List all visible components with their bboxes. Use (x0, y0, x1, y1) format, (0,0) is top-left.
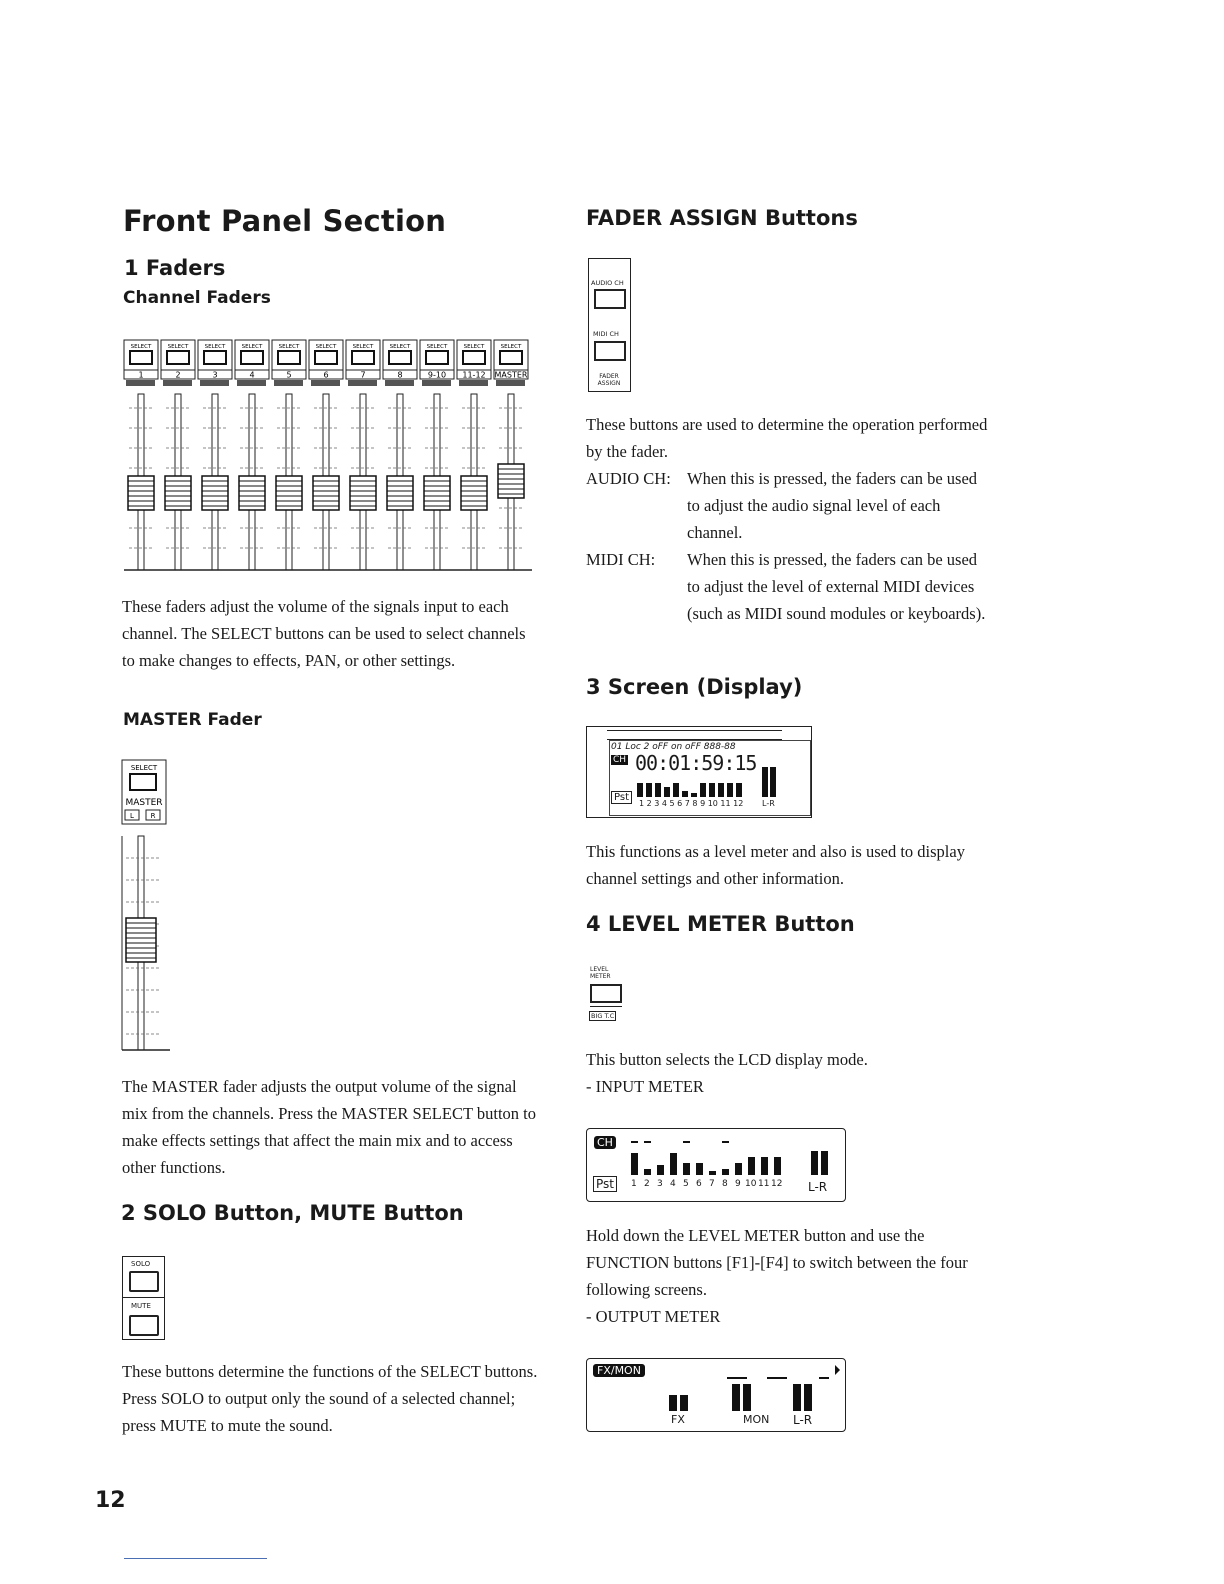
select-label: SELECT (352, 344, 374, 350)
input-meter-channel-number: 7 (709, 1179, 715, 1189)
channel-number-label: 8 (397, 370, 403, 380)
channel-faders-description: These faders adjust the volume of the signals input to each channel. The SELECT buttons can be used to select channels to make changes to effects, PAN, or other settings. (122, 597, 526, 670)
master-select-button[interactable] (130, 774, 156, 790)
screen-lr-bar (762, 767, 768, 797)
footer-rule (124, 1558, 267, 1559)
input-meter-lcd (586, 1128, 846, 1202)
screen-level-bar (664, 787, 670, 797)
section-3-heading: 3 Screen (Display) (586, 675, 803, 699)
mon-meter-bar (732, 1384, 740, 1411)
input-meter-bar (683, 1163, 690, 1175)
channel-number-label: 4 (249, 370, 255, 380)
input-meter-peak (683, 1141, 690, 1143)
select-button[interactable] (241, 351, 263, 364)
solo-mute-illustration (122, 1256, 165, 1340)
screen-level-bar (691, 793, 697, 797)
channel-number-label: 6 (323, 370, 329, 380)
channel-strip (124, 340, 158, 570)
input-meter-ch-badge: CH (594, 1136, 616, 1149)
select-button[interactable] (167, 351, 189, 364)
channel-number-label: 2 (175, 370, 181, 380)
input-meter-channel-number: 8 (722, 1179, 728, 1189)
channel-number-label: 11-12 (462, 370, 486, 380)
input-meter-bar (709, 1171, 716, 1175)
screen-lr-label: L-R (762, 799, 775, 808)
input-meter-bar (631, 1153, 638, 1175)
input-meter-bar (696, 1163, 703, 1175)
fader-knob[interactable] (498, 464, 524, 498)
input-meter-pst-badge: Pst (593, 1176, 617, 1192)
fader-assign-definitions (586, 465, 991, 627)
definition-desc: When this is pressed, the faders can be used to adjust the audio signal level of each channel. (687, 469, 978, 542)
screen-level-bar (709, 783, 715, 797)
screen-ch-badge: CH (613, 755, 627, 765)
definition-audio-ch (586, 465, 991, 546)
screen-description: This functions as a level meter and also is used to display channel settings and other information. (586, 842, 965, 888)
input-meter-bar (670, 1153, 677, 1175)
fx-label: FX (671, 1413, 685, 1426)
audio-ch-label: AUDIO CH (591, 279, 624, 287)
screen-level-bar (637, 783, 643, 797)
fader-knob[interactable] (424, 476, 450, 510)
level-meter-button[interactable] (590, 984, 622, 1003)
select-label: SELECT (500, 344, 522, 350)
fader-knob[interactable] (313, 476, 339, 510)
input-meter-label: - INPUT METER (586, 1077, 704, 1096)
output-meter-lcd (586, 1358, 846, 1432)
input-meter-channel-number: 3 (657, 1179, 663, 1189)
select-button[interactable] (389, 351, 411, 364)
channel-strip (235, 340, 269, 570)
channel-strip (309, 340, 343, 570)
channel-strip (420, 340, 454, 570)
channel-number-label: 7 (360, 370, 366, 380)
select-button[interactable] (204, 351, 226, 364)
input-meter-bar (735, 1163, 742, 1175)
lr-meter-bar (793, 1384, 801, 1411)
fader-knob[interactable] (276, 476, 302, 510)
fader-knob[interactable] (350, 476, 376, 510)
select-button[interactable] (463, 351, 485, 364)
section-4-heading: 4 LEVEL METER Button (586, 912, 855, 936)
definition-desc: When this is pressed, the faders can be used to adjust the level of external MIDI devices (such as MIDI sound modules or keyboards). (687, 550, 986, 623)
page-number: 12 (95, 1488, 126, 1513)
select-button[interactable] (130, 351, 152, 364)
channel-strip (457, 340, 491, 570)
select-label: SELECT (315, 344, 337, 350)
screen-level-bar (736, 783, 742, 797)
lr-label: L-R (793, 1413, 813, 1427)
channel-strip (272, 340, 306, 570)
level-meter-label: LEVEL METER (590, 966, 611, 980)
fader-assign-intro: These buttons are used to determine the operation performed by the fader. (586, 415, 988, 461)
input-meter-channel-number: 4 (670, 1179, 676, 1189)
screen-display-illustration (586, 726, 812, 818)
select-label: SELECT (204, 344, 226, 350)
select-label: SELECT (463, 344, 485, 350)
fx-meter-bar (669, 1395, 677, 1411)
channel-number-label: 9-10 (427, 370, 447, 380)
screen-line1: 01 Loc 2 oFF on oFF 888-88 (611, 742, 736, 752)
mon-label: MON (743, 1413, 770, 1426)
channel-strip (346, 340, 380, 570)
master-fader-description: The MASTER fader adjusts the output volume of the signal mix from the channels. Press the MASTER SELECT button to make effects settings that affect the main mix and to access other functions. (122, 1077, 536, 1177)
select-label: SELECT (167, 344, 189, 350)
fader-knob[interactable] (165, 476, 191, 510)
midi-ch-label: MIDI CH (593, 330, 619, 338)
select-label: SELECT (389, 344, 411, 350)
fader-knob[interactable] (387, 476, 413, 510)
channel-number-label: 1 (138, 370, 144, 380)
input-meter-channel-number: 2 (644, 1179, 650, 1189)
input-meter-channel-number: 11 (758, 1179, 770, 1189)
channel-number-label: 3 (212, 370, 218, 380)
input-meter-channel-number: 1 (631, 1179, 637, 1189)
input-meter-channel-number: 6 (696, 1179, 702, 1189)
master-label: MASTER (125, 798, 163, 808)
input-meter-bar (644, 1169, 651, 1175)
fader-assign-illustration (588, 258, 631, 392)
select-button[interactable] (500, 351, 522, 364)
input-meter-bar (774, 1157, 781, 1175)
channel-strip (383, 340, 417, 570)
select-button[interactable] (352, 351, 374, 364)
screen-level-bar (718, 783, 724, 797)
input-meter-lr-bar (811, 1151, 818, 1175)
input-meter-peak (631, 1141, 638, 1143)
output-meter-arrow-icon (835, 1365, 840, 1375)
fx-meter-bar (680, 1395, 688, 1411)
master-label: MASTER (494, 370, 528, 380)
fader-knob[interactable] (239, 476, 265, 510)
solo-mute-description: These buttons determine the functions of the SELECT buttons. Press SOLO to output only the sound of a selected channel; press MUTE to mute the sound. (122, 1362, 538, 1435)
level-meter-description: This button selects the LCD display mode. (586, 1050, 868, 1069)
r-label: R (150, 812, 156, 820)
input-meter-lr-label: L-R (808, 1180, 828, 1194)
screen-level-bar (673, 783, 679, 797)
mon-meter-bar (743, 1384, 751, 1411)
l-label: L (130, 812, 134, 820)
big-tc-label: BIG T.C (591, 1012, 615, 1020)
fader-knob[interactable] (461, 476, 487, 510)
screen-timecode: 00:01:59:15 (635, 751, 757, 775)
output-meter-label: - OUTPUT METER (586, 1307, 721, 1326)
screen-level-bar (682, 791, 688, 797)
input-meter-bar (748, 1157, 755, 1175)
screen-level-bar (655, 783, 661, 797)
output-meter-mode-badge: FX/MON (593, 1364, 645, 1377)
input-meter-peak (722, 1141, 729, 1143)
select-label: SELECT (426, 344, 448, 350)
select-label: SELECT (130, 344, 152, 350)
lr-meter-bar (804, 1384, 812, 1411)
input-meter-bar (722, 1169, 729, 1175)
mute-label: MUTE (131, 1302, 151, 1310)
mute-button[interactable] (129, 1315, 159, 1336)
master-fader-illustration (120, 758, 180, 1054)
page-title: Front Panel Section (123, 204, 447, 238)
channel-faders-illustration (120, 338, 535, 574)
section-1-heading: 1 Faders (124, 256, 226, 280)
midi-ch-button[interactable] (594, 341, 626, 361)
channel-number-label: 5 (286, 370, 292, 380)
select-label: SELECT (130, 764, 158, 772)
solo-button[interactable] (129, 1271, 159, 1292)
fader-assign-label: FADER ASSIGN (597, 373, 621, 387)
audio-ch-button[interactable] (594, 289, 626, 309)
channel-strip (494, 340, 528, 570)
select-button[interactable] (315, 351, 337, 364)
select-label: SELECT (241, 344, 263, 350)
input-meter-channel-number: 12 (771, 1179, 783, 1189)
select-button[interactable] (278, 351, 300, 364)
solo-label: SOLO (131, 1260, 151, 1268)
fader-knob[interactable] (202, 476, 228, 510)
input-meter-bar (761, 1157, 768, 1175)
input-meter-peak (644, 1141, 651, 1143)
screen-level-bar (727, 783, 733, 797)
master-fader-heading: MASTER Fader (123, 710, 262, 730)
section-2-heading: 2 SOLO Button, MUTE Button (121, 1201, 464, 1225)
master-fader-knob[interactable] (126, 918, 156, 962)
level-meter-illustration (588, 966, 626, 1026)
input-meter-lr-bar (821, 1151, 828, 1175)
input-meter-channel-number: 9 (735, 1179, 741, 1189)
screen-channel-numbers: 1 2 3 4 5 6 7 8 9 10 11 12 (639, 799, 744, 808)
channel-faders-heading: Channel Faders (123, 288, 271, 308)
fader-knob[interactable] (128, 476, 154, 510)
input-meter-bar (657, 1165, 664, 1175)
fader-assign-heading: FADER ASSIGN Buttons (586, 206, 858, 230)
channel-strip (198, 340, 232, 570)
definition-term: AUDIO CH: (586, 469, 671, 488)
level-meter-function-description: Hold down the LEVEL METER button and use the FUNCTION buttons [F1]-[F4] to switch between the four following screens. (586, 1226, 968, 1299)
screen-level-bar (700, 783, 706, 797)
screen-level-bar (646, 783, 652, 797)
input-meter-channel-number: 5 (683, 1179, 689, 1189)
definition-term: MIDI CH: (586, 550, 656, 569)
screen-lr-bar (770, 767, 776, 797)
select-button[interactable] (426, 351, 448, 364)
select-label: SELECT (278, 344, 300, 350)
input-meter-channel-number: 10 (745, 1179, 757, 1189)
definition-midi-ch (586, 546, 991, 627)
screen-pst-badge: Pst (611, 791, 632, 804)
channel-strip (161, 340, 195, 570)
